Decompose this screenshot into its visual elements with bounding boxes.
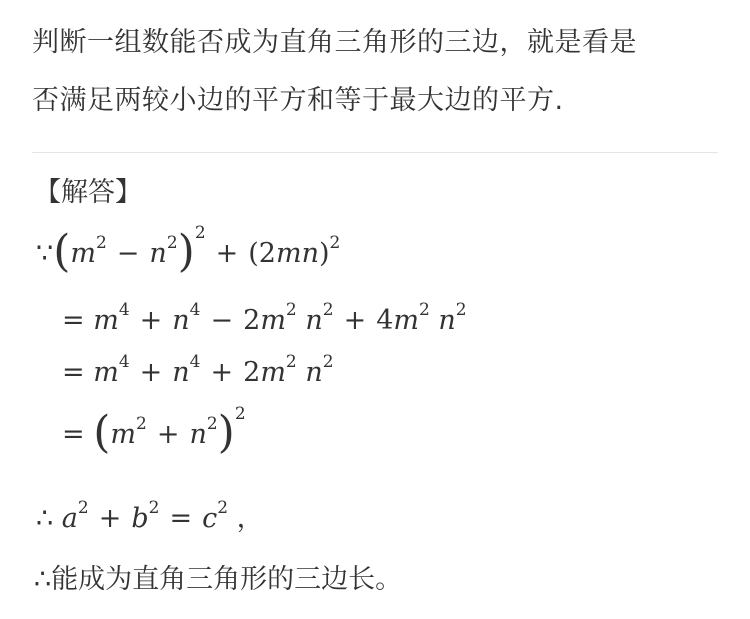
analysis-line-2: 否满足两较小边的平方和等于最大边的平方. (32, 85, 564, 116)
problem-analysis (32, 14, 722, 130)
left-paren: ( (53, 226, 71, 277)
section-divider (32, 152, 718, 153)
equation-line-3: = $m^4 + n^4 + 2m^2$ $n^2$ (62, 352, 334, 388)
comma: ， (236, 503, 264, 534)
therefore-symbol-2: ∴ (34, 564, 52, 595)
equation-line-5: ∴ $a^2 + b^2 = c^2$ ， (36, 498, 264, 534)
because-symbol: ∵ (36, 238, 54, 269)
equation-line-1: $\because(m^2 - n^2)^2+ (2mn)^2$ (36, 223, 341, 277)
analysis-line-1: 判断一组数能否成为直角三角形的三边，就是看是 (32, 27, 637, 58)
conclusion (34, 560, 402, 600)
conclusion-text: 能成为直角三角形的三边长。 (51, 564, 403, 595)
solution-header: 【解答】 (34, 177, 142, 208)
equation-line-4: = $(m^2 + n^2)^2$ (62, 404, 246, 458)
right-paren: ) (177, 226, 195, 277)
therefore-symbol: ∴ (36, 503, 54, 534)
equation-line-2: = $m^4 + n^4 - 2m^2$ $n^2 + 4m^2$ $n^2$ (62, 300, 467, 336)
